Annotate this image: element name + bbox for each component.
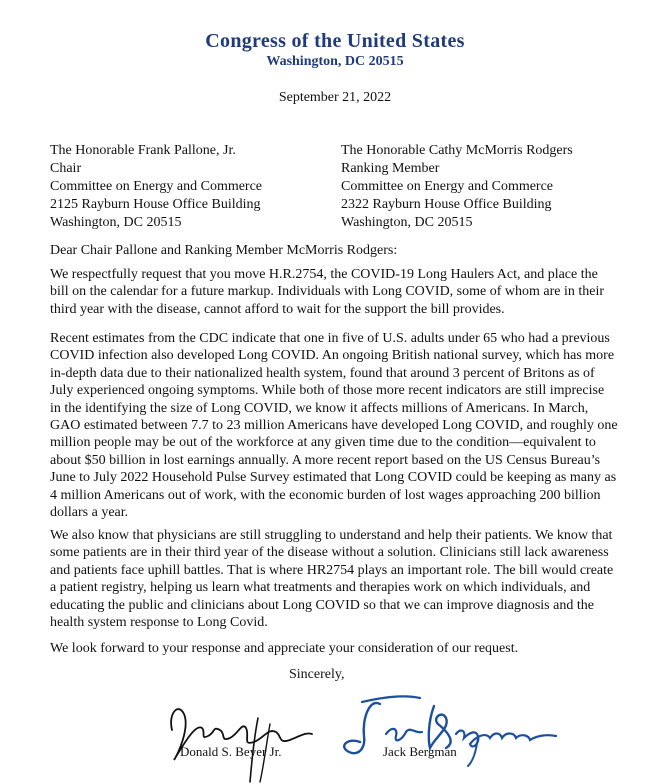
recipient-city: Washington, DC 20515 bbox=[50, 215, 182, 230]
signatory-name: Jack Bergman bbox=[383, 744, 457, 759]
salutation: Dear Chair Pallone and Ranking Member McMorris Rodgers: bbox=[50, 243, 398, 258]
recipient-city: Washington, DC 20515 bbox=[341, 215, 473, 230]
signature-beyer bbox=[150, 688, 320, 784]
body-paragraph-4: We look forward to your response and appreciate your consideration of our request. bbox=[50, 641, 519, 656]
body-paragraph-2: Recent estimates from the CDC indicate that one in five of U.S. adults under 65 who had a previous COVID infection also developed Long COVID. An ongoing British national survey, which has more in-depth data due to their nationalized health system, found that around 3 percent of Britons as of July experienced ongoing symptoms. While both of those more recent indicators are still imprecise in the identifying the size of Long COVID, we know it affects millions of Americans. In March, GAO estimated between 7.7 to 23 million Americans have developed Long COVID, and roughly one million people may be out of the workforce at any given time due to the condition—equivalent to about $50 billion in lost earnings annually. A more recent report based on the US Census Bureau’s June to July 2022 Household Pulse Survey estimated that Long COVID could be keeping as many as 4 million Americans out of work, with the economic burden of lost wages approaching 200 billion dollars a year. bbox=[50, 331, 618, 521]
letterhead-title: Congress of the United States bbox=[205, 30, 465, 52]
recipient-address-left bbox=[50, 142, 262, 232]
signatory-name: Donald S. Beyer Jr. bbox=[180, 744, 282, 759]
recipient-committee: Committee on Energy and Commerce bbox=[341, 179, 554, 194]
letterhead bbox=[0, 30, 670, 71]
body-paragraph-1: We respectfully request that you move H.R.2754, the COVID-19 Long Haulers Act, and place the bill on the calendar for a future markup. Individuals with Long COVID, some of whom are in their third year with the disease, cannot afford to wait for the support the bill provides. bbox=[50, 267, 605, 317]
recipient-title: Chair bbox=[50, 161, 82, 176]
recipient-address-right bbox=[341, 142, 573, 232]
letterhead-subtitle: Washington, DC 20515 bbox=[266, 54, 404, 69]
closing: Sincerely, bbox=[289, 667, 345, 682]
recipient-name: The Honorable Cathy McMorris Rodgers bbox=[341, 143, 573, 158]
recipient-committee: Committee on Energy and Commerce bbox=[50, 179, 263, 194]
recipient-name: The Honorable Frank Pallone, Jr. bbox=[50, 143, 236, 158]
recipient-title: Ranking Member bbox=[341, 161, 440, 176]
recipient-office: 2125 Rayburn House Office Building bbox=[50, 197, 261, 212]
recipient-office: 2322 Rayburn House Office Building bbox=[341, 197, 552, 212]
letter-date: September 21, 2022 bbox=[278, 90, 392, 105]
body-paragraph-3: We also know that physicians are still struggling to understand and help their patients. We know that some patients are in their third year of the disease without a solution. Clinicians still lack awareness and patients face uphill battles. That is where HR2754 plays an important role. The bill would create a patient registry, helping us learn what treatments and therapies work on which individuals, and educating the public and clinicians about Long COVID so that we can improve diagnosis and the health system response to Long Covid. bbox=[50, 528, 614, 631]
